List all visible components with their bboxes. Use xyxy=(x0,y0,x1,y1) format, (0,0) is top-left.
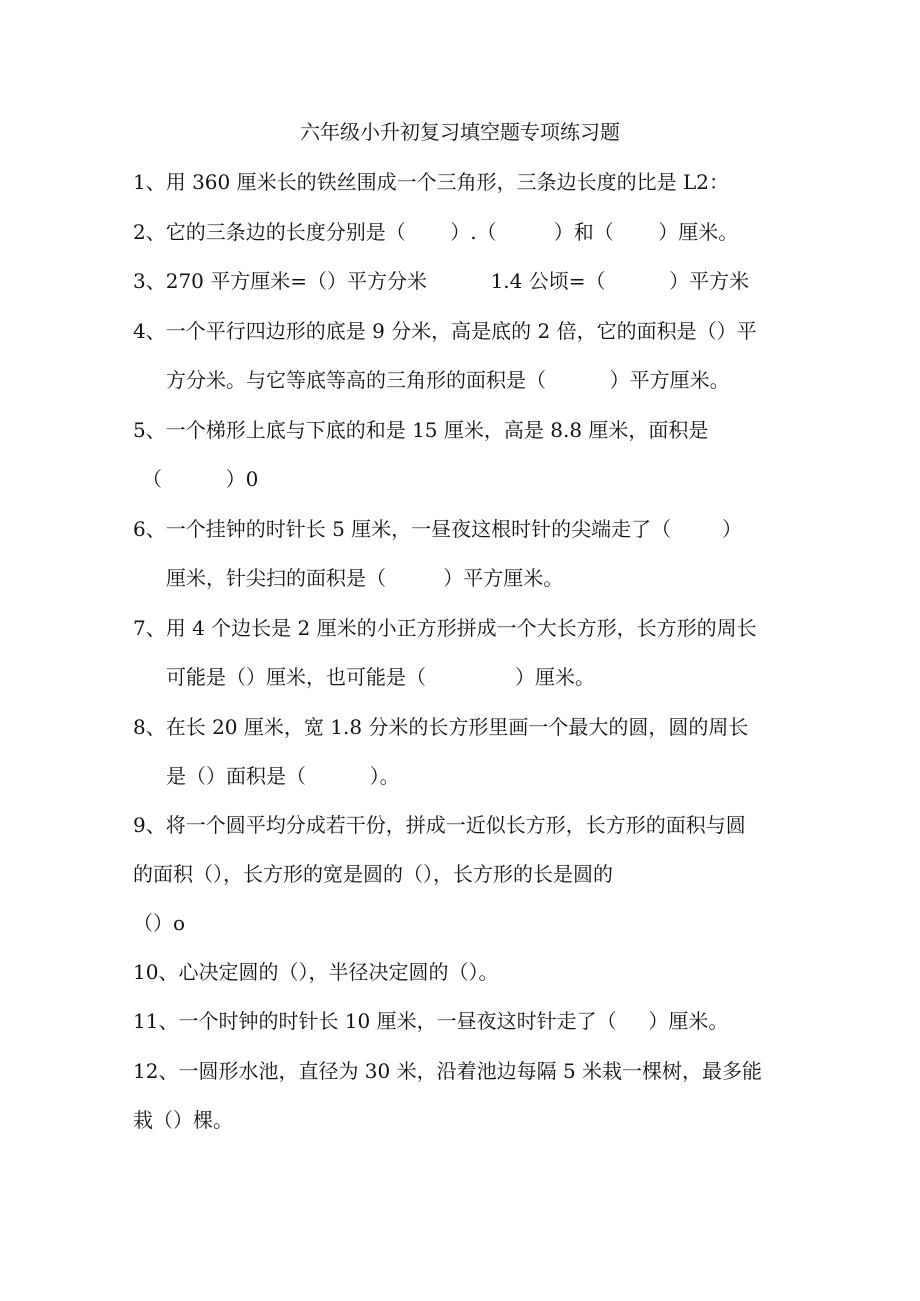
question-10-line-1: 10、心决定圆的（），半径决定圆的（）。 xyxy=(133,960,499,984)
question-7-line-2: 可能是（）厘米，也可能是（ ）厘米。 xyxy=(166,665,596,689)
question-9-line-2: 的面积（），长方形的宽是圆的（），长方形的长是圆的 xyxy=(133,862,613,886)
question-11-line-1: 11、一个时钟的时针长 10 厘米，一昼夜这时针走了（ ）厘米。 xyxy=(133,1009,729,1033)
question-8-line-2: 是（）面积是（ ）。 xyxy=(166,764,400,788)
question-3-line-1: 3、270 平方厘米=（）平方分米 1.4 公顷=（ ）平方米 xyxy=(133,269,750,293)
question-5-line-1: 5、一个梯形上底与下底的和是 15 厘米，高是 8.8 厘米，面积是 xyxy=(133,418,709,442)
question-1-line-1: 1、用 360 厘米长的铁丝围成一个三角形，三条边长度的比是 L2： xyxy=(133,170,729,194)
question-5-line-2: （ ）0 xyxy=(142,467,259,491)
question-12-line-1: 12、一圆形水池，直径为 30 米，沿着池边每隔 5 米栽一棵树，最多能 xyxy=(133,1059,763,1083)
question-4-line-2: 方分米。与它等底等高的三角形的面积是（ ）平方厘米。 xyxy=(166,368,730,392)
page-title: 六年级小升初复习填空题专项练习题 xyxy=(300,120,620,144)
question-9-line-3: （）o xyxy=(133,911,186,935)
question-12-line-2: 栽（）棵。 xyxy=(133,1108,233,1132)
question-6-line-1: 6、一个挂钟的时针长 5 厘米，一昼夜这根时针的尖端走了（ ） xyxy=(133,517,743,541)
question-6-line-2: 厘米，针尖扫的面积是（ ）平方厘米。 xyxy=(166,566,564,590)
question-4-line-1: 4、一个平行四边形的底是 9 分米，高是底的 2 倍，它的面积是（）平 xyxy=(133,319,757,343)
question-7-line-1: 7、用 4 个边长是 2 厘米的小正方形拼成一个大长方形，长方形的周长 xyxy=(133,616,757,640)
question-8-line-1: 8、在长 20 厘米，宽 1.8 分米的长方形里画一个最大的圆，圆的周长 xyxy=(133,715,749,739)
question-9-line-1: 9、将一个圆平均分成若干份，拼成一近似长方形，长方形的面积与圆 xyxy=(133,813,746,837)
question-2-line-1: 2、它的三条边的长度分别是（ ）.（ ）和（ ）厘米。 xyxy=(133,220,739,244)
